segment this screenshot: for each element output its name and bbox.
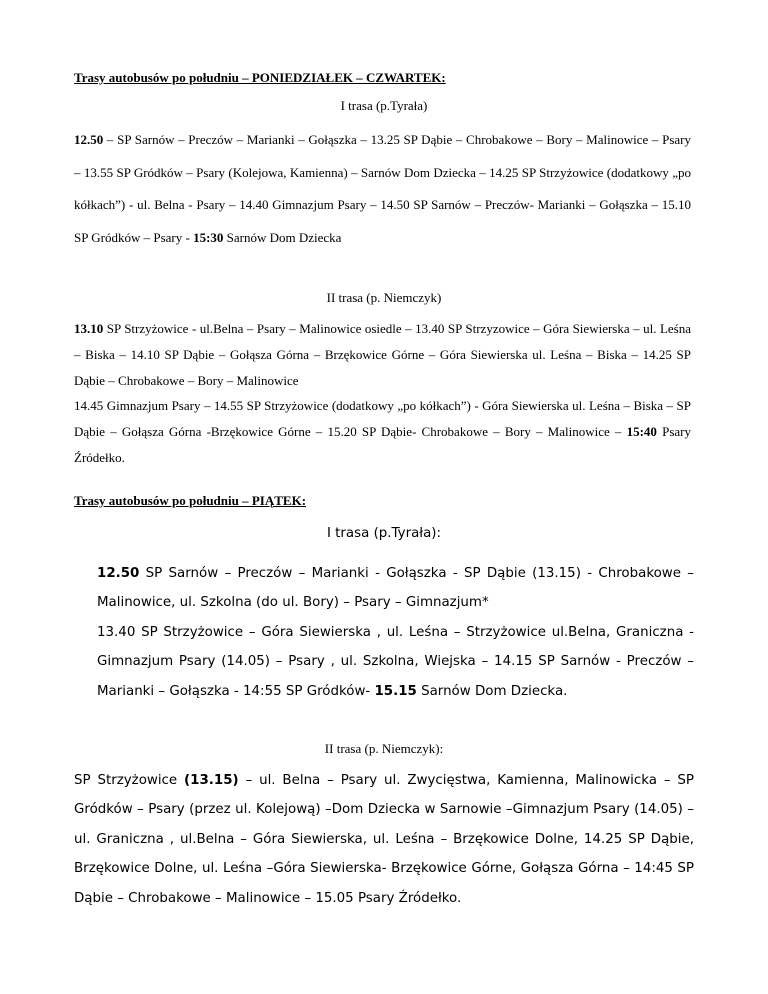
route-stops: – ul. Belna – Psary ul. Zwycięstwa, Kamienna, Malinowicka – SP Gródków – Psary (przez ul. Kolejową) –Dom Dziecka w Sarnowie –Gimnazjum Psary (14.05) – ul. Graniczna , ul.Belna – Góra Siewierska, ul. Leśna – Brzękowice Dolne, 14.25 SP Dąbie, Brzękowice Dolne, ul. Leśna –Góra Siewierska- Brzękowice Górne, Gołąsza Górna – 14:45 SP Dąbie – Chrobakowe – Malinowice – 15.05 Psary Źródełko.: [74, 773, 694, 906]
time-start: (13.15): [184, 773, 239, 788]
route-stops-continued: 13.40 SP Strzyżowice – Góra Siewierska , ul. Leśna – Strzyżowice ul.Belna, Graniczna -Gimnazjum Psary (14.05) – Psary , ul. Szkolna, Wiejska – 14.15 SP Sarnów - Preczów – Marianki – Gołąszka - 14:55 SP Gródków-: [97, 624, 694, 699]
route-stops: SP Sarnów – Preczów – Marianki - Gołąszka - SP Dąbie (13.15) - Chrobakowe – Malinowice, ul. Szkolna (do ul. Bory) – Psary – Gimnazjum*: [97, 566, 694, 611]
route-stops-end: Sarnów Dom Dziecka.: [416, 683, 568, 699]
route-title-2-fri: II trasa (p. Niemczyk):: [324, 741, 444, 756]
heading-fri: Trasy autobusów po południu – PIĄTEK:: [74, 493, 307, 508]
time-end: 15.15: [374, 683, 417, 699]
time-start: 13.10: [74, 321, 104, 336]
route-stops-continued: 14.45 Gimnazjum Psary – 14.55 SP Strzyżowice (dodatkowy „po kółkach”) - Góra Siewierska ul. Leśna – Biska – SP Dąbie – Gołąsza Górna -Brzękowice Górne – 15.20 SP Dąbie- Chrobakowe – Bory – Malinowice –: [74, 398, 691, 440]
route-title-1-mon-thu: I trasa (p.Tyrała): [340, 98, 428, 113]
route-stops-end: Sarnów Dom Dziecka: [223, 230, 342, 246]
route-stops: – SP Sarnów – Preczów – Marianki – Gołąszka – 13.25 SP Dąbie – Chrobakowe – Bory – Malinowice – Psary – 13.55 SP Gródków – Psary (Kolejowa, Kamienna) – Sarnów Dom Dziecka – 14.25 SP Strzyżowice (dodatkowy „po kółkach”) - ul. Belna - Psary – 14.40 Gimnazjum Psary – 14.50 SP Sarnów – Preczów- Marianki – Gołąszka – 15.10 SP Gródków – Psary -: [74, 132, 691, 246]
route-text-1-fri: [97, 559, 694, 706]
route-stops-start: SP Strzyżowice: [74, 773, 185, 788]
route-stops: SP Strzyżowice - ul.Belna – Psary – Malinowice osiedle – 13.40 SP Strzyzowice – Góra Siewierska – ul. Leśna – Biska – 14.10 SP Dąbie – Gołąsza Górna – Brzękowice Górne – Góra Siewierska ul. Leśna – Biska – 14.25 SP Dąbie – Chrobakowe – Bory – Malinowice: [74, 321, 691, 388]
route-text-1-mon-thu: [74, 124, 691, 255]
time-end: 15:30: [193, 230, 224, 246]
time-end: 15:40: [626, 424, 657, 440]
heading-mon-thu: Trasy autobusów po południu – PONIEDZIAŁEK – CZWARTEK:: [74, 70, 446, 85]
route-stops-end: Psary Źródełko.: [74, 424, 691, 465]
time-start: 12.50: [97, 566, 140, 581]
time-start: 12.50: [74, 132, 104, 147]
route-text-2-fri: [74, 766, 694, 913]
route-title-1-fri: I trasa (p.Tyrała):: [326, 526, 442, 541]
route-title-2-mon-thu: II trasa (p. Niemczyk): [326, 290, 442, 305]
route-text-2-mon-thu: [74, 316, 691, 471]
